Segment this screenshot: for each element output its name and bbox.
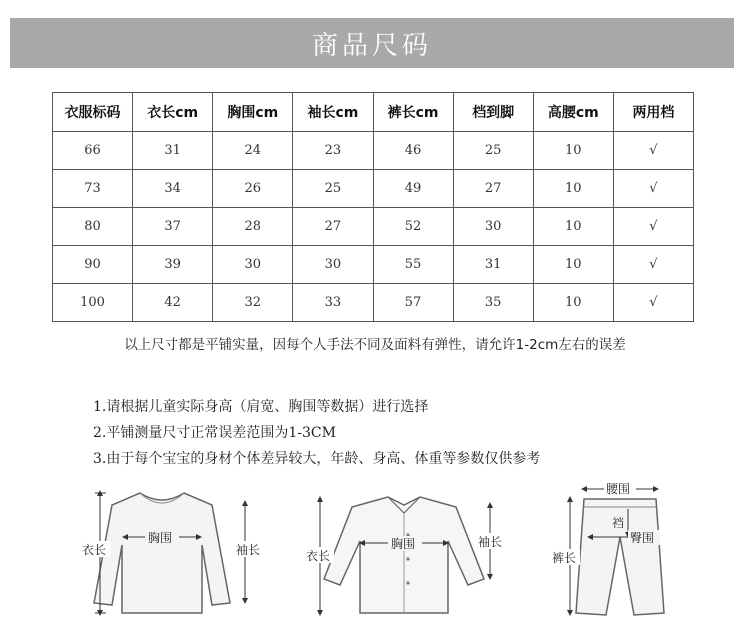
shirt-length-label: 衣长 [306, 549, 331, 563]
table-cell: 26 [213, 170, 293, 208]
table-cell: 100 [53, 284, 133, 322]
table-cell: 80 [53, 208, 133, 246]
table-cell: 10 [533, 132, 613, 170]
table-cell: 23 [293, 132, 373, 170]
table-cell: 10 [533, 284, 613, 322]
table-cell: 49 [373, 170, 453, 208]
table-row [53, 132, 694, 170]
table-cell: 32 [213, 284, 293, 322]
table-cell: 30 [453, 208, 533, 246]
table-cell: 52 [373, 208, 453, 246]
table-cell: 10 [533, 246, 613, 284]
sweater-sleeve-label: 袖长 [236, 543, 261, 557]
table-cell: 25 [453, 132, 533, 170]
pants-crotch-label: 裆 [612, 516, 625, 530]
table-cell: 35 [453, 284, 533, 322]
table-cell: 30 [213, 246, 293, 284]
list-item: 2.平铺测量尺寸正常误差范围为1-3CM [93, 425, 336, 441]
measurement-diagrams [0, 475, 750, 625]
list-item: 3.由于每个宝宝的身材个体差异较大，年龄、身高、体重等参数仅供参考 [93, 451, 541, 467]
banner-title: 商品尺码 [311, 30, 432, 61]
table-cell: 46 [373, 132, 453, 170]
table-row [53, 284, 694, 322]
table-cell: 39 [133, 246, 213, 284]
table-cell: 90 [53, 246, 133, 284]
shirt-chest-label: 胸围 [391, 537, 416, 551]
table-cell: 31 [453, 246, 533, 284]
header-pants-length: 裤长cm [373, 93, 453, 132]
header-size-code: 衣服标码 [53, 93, 133, 132]
table-cell: 25 [293, 170, 373, 208]
header-crotch-to-foot: 档到脚 [453, 93, 533, 132]
table-cell: 27 [293, 208, 373, 246]
header-chest: 胸围cm [213, 93, 293, 132]
shirt-diagram [304, 497, 506, 613]
pants-waist-label: 腰围 [606, 482, 631, 496]
table-cell: √ [613, 208, 693, 246]
table-cell: 34 [133, 170, 213, 208]
pants-length-label: 裤长 [552, 551, 577, 565]
table-cell: 28 [213, 208, 293, 246]
header-sleeve: 袖长cm [293, 93, 373, 132]
table-cell: 31 [133, 132, 213, 170]
table-cell: 10 [533, 208, 613, 246]
header-length: 衣长cm [133, 93, 213, 132]
table-row [53, 170, 694, 208]
measurement-note: 以上尺寸都是平铺实量，因每个人手法不同及面料有弹性，请允许1-2cm左右的误差 [124, 337, 626, 353]
table-cell: 10 [533, 170, 613, 208]
shirt-sleeve-label: 袖长 [478, 535, 503, 549]
sweater-chest-label: 胸围 [148, 531, 173, 545]
table-cell: √ [613, 284, 693, 322]
table-cell: √ [613, 170, 693, 208]
table-cell: 42 [133, 284, 213, 322]
sweater-length-label: 衣长 [82, 543, 107, 557]
table-cell: √ [613, 132, 693, 170]
sweater-outline [94, 493, 230, 613]
table-header-row [53, 93, 694, 132]
header-high-waist: 高腰cm [533, 93, 613, 132]
table-cell: 24 [213, 132, 293, 170]
table-cell: 33 [293, 284, 373, 322]
pants-hip-label: 臀围 [630, 531, 655, 545]
sweater-diagram [80, 493, 264, 613]
size-table [52, 92, 694, 322]
table-cell: √ [613, 246, 693, 284]
pants-diagram [550, 481, 664, 615]
table-cell: 57 [373, 284, 453, 322]
table-cell: 37 [133, 208, 213, 246]
tips-list [93, 398, 540, 476]
table-row [53, 208, 694, 246]
table-cell: 55 [373, 246, 453, 284]
table-cell: 66 [53, 132, 133, 170]
table-cell: 73 [53, 170, 133, 208]
table-cell: 30 [293, 246, 373, 284]
title-banner [10, 18, 734, 68]
table-row [53, 246, 694, 284]
table-cell: 27 [453, 170, 533, 208]
list-item: 1.请根据儿童实际身高（肩宽、胸围等数据）进行选择 [93, 399, 429, 415]
header-dual-crotch: 两用档 [613, 93, 693, 132]
